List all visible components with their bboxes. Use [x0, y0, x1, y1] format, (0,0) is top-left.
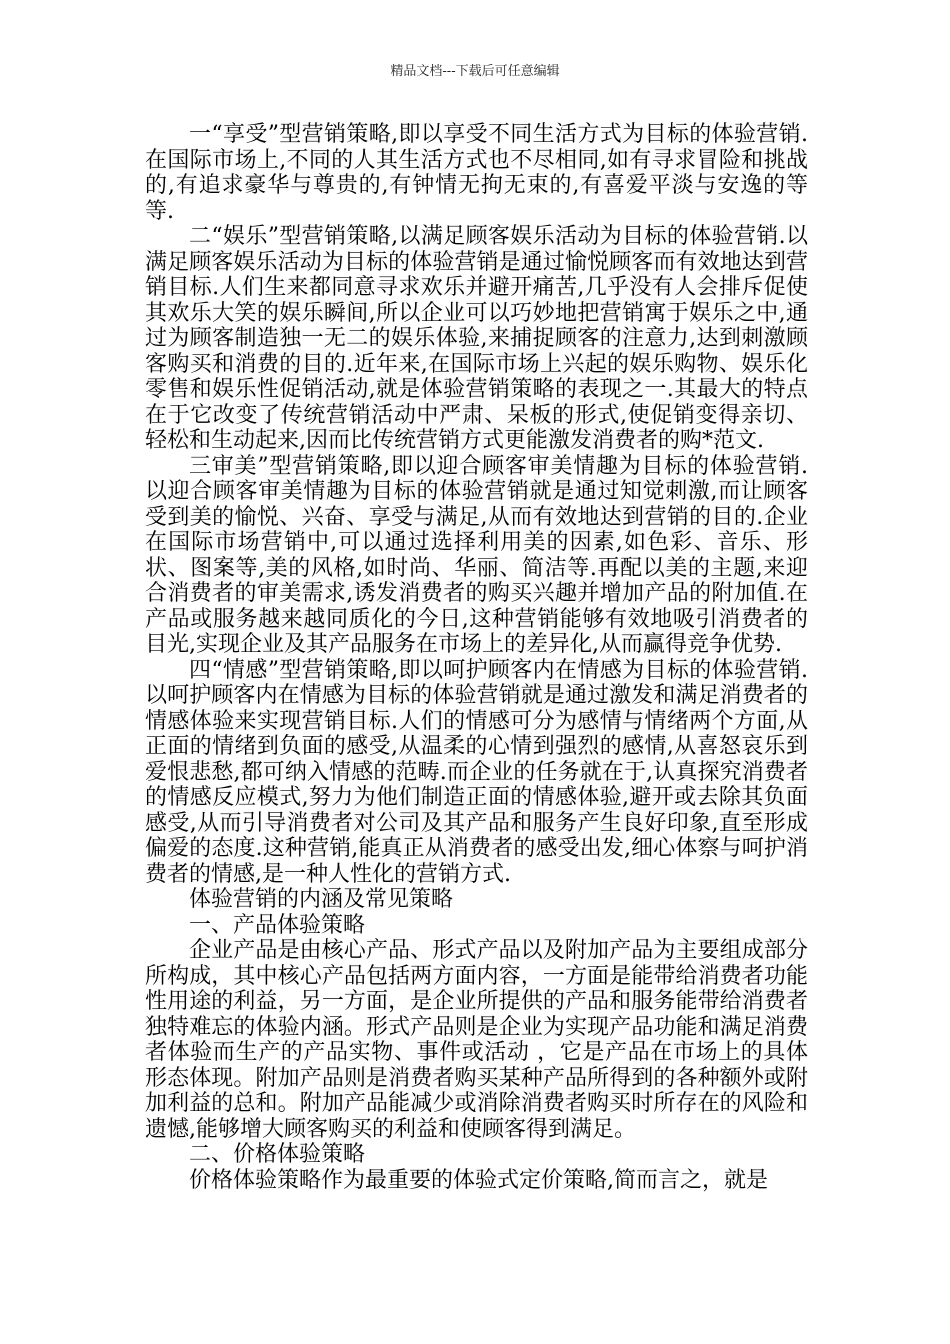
- paragraph-enjoyment-strategy: 一“享受”型营销策略,即以享受不同生活方式为目标的体验营销.在国际市场上,不同的人其生活方式也不尽相同,如有寻求冒险和挑战的,有追求豪华与尊贵的,有钟情无拘无束的,有喜爱平淡与安逸的等等.: [145, 122, 808, 224]
- paragraph-aesthetic-strategy: 三审美”型营销策略,即以迎合顾客审美情趣为目标的体验营销.以迎合顾客审美情趣为目标的体验营销就是通过知觉刺激,而让顾客受到美的愉悦、兴奋、享受与满足,从而有效地达到营销的目的.企业在国际市场营销中,可以通过选择利用美的因素,如色彩、音乐、形状、图案等,美的风格,如时尚、华丽、简洁等.再配以美的主题,来迎合消费者的审美需求,诱发消费者的购买兴趣并增加产品的附加值.在产品或服务越来越同质化的今日,这种营销能够有效地吸引消费者的目光,实现企业及其产品服务在市场上的差异化,从而赢得竞争优势.: [145, 453, 808, 657]
- subheading-price-experience: 二、价格体验策略: [189, 1142, 366, 1167]
- subheading-product-experience: 一、产品体验策略: [189, 912, 366, 938]
- section-heading-experience-marketing: 体验营销的内涵及常见策略: [189, 887, 454, 912]
- paragraph-entertainment-strategy: 二“娱乐”型营销策略,以满足顾客娱乐活动为目标的体验营销.以满足顾客娱乐活动为目标的体验营销是通过愉悦顾客而有效地达到营销目标.人们生来都同意寻求欢乐并避开痛苦,几乎没有人会排斥促使其欢乐大笑的娱乐瞬间,所以企业可以巧妙地把营销寓于娱乐之中,通过为顾客制造独一无二的娱乐体验,来捕捉顾客的注意力,达到刺激顾客购买和消费的目的.近年来,在国际市场上兴起的娱乐购物、娱乐化零售和娱乐性促销活动,就是体验营销策略的表现之一.其最大的特点在于它改变了传统营销活动中严肃、呆板的形式,使促销变得亲切、轻松和生动起来,因而比传统营销方式更能激发消费者的购*范文.: [145, 224, 808, 453]
- document-body: [145, 122, 808, 1193]
- paragraph-product-experience: 企业产品是由核心产品、形式产品以及附加产品为主要组成部分所构成，其中核心产品包括两方面内容，一方面是能带给消费者功能性用途的利益，另一方面，是企业所提供的产品和服务能带给消费者独特难忘的体验内涵。形式产品则是企业为实现产品功能和满足消费者体验而生产的产品实物、事件或活动 ，它是产品在市场上的具体形态体现。附加产品则是消费者购买某种产品所得到的各种额外或附加利益的总和。附加产品能减少或消除消费者购买时所存在的风险和遗憾,能够增大顾客购买的利益和使顾客得到满足。: [145, 938, 808, 1142]
- page-header: 精品文档---下载后可任意编辑: [390, 64, 560, 79]
- paragraph-price-experience: 价格体验策略作为最重要的体验式定价策略,简而言之，就是: [189, 1167, 768, 1193]
- paragraph-emotion-strategy: 四“情感”型营销策略,即以呵护顾客内在情感为目标的体验营销.以呵护顾客内在情感为目标的体验营销就是通过激发和满足消费者的情感体验来实现营销目标.人们的情感可分为感情与情绪两个方面,从正面的情绪到负面的感受,从温柔的心情到强烈的感情,从喜怒哀乐到爱恨悲愁,都可纳入情感的范畴.而企业的任务就在于,认真探究消费者的情感反应模式,努力为他们制造正面的情感体验,避开或去除其负面感受,从而引导消费者对公司及其产品和服务产生良好印象,直至形成偏爱的态度.这种营销,能真正从消费者的感受出发,细心体察与呵护消费者的情感,是一种人性化的营销方式.: [145, 657, 808, 887]
